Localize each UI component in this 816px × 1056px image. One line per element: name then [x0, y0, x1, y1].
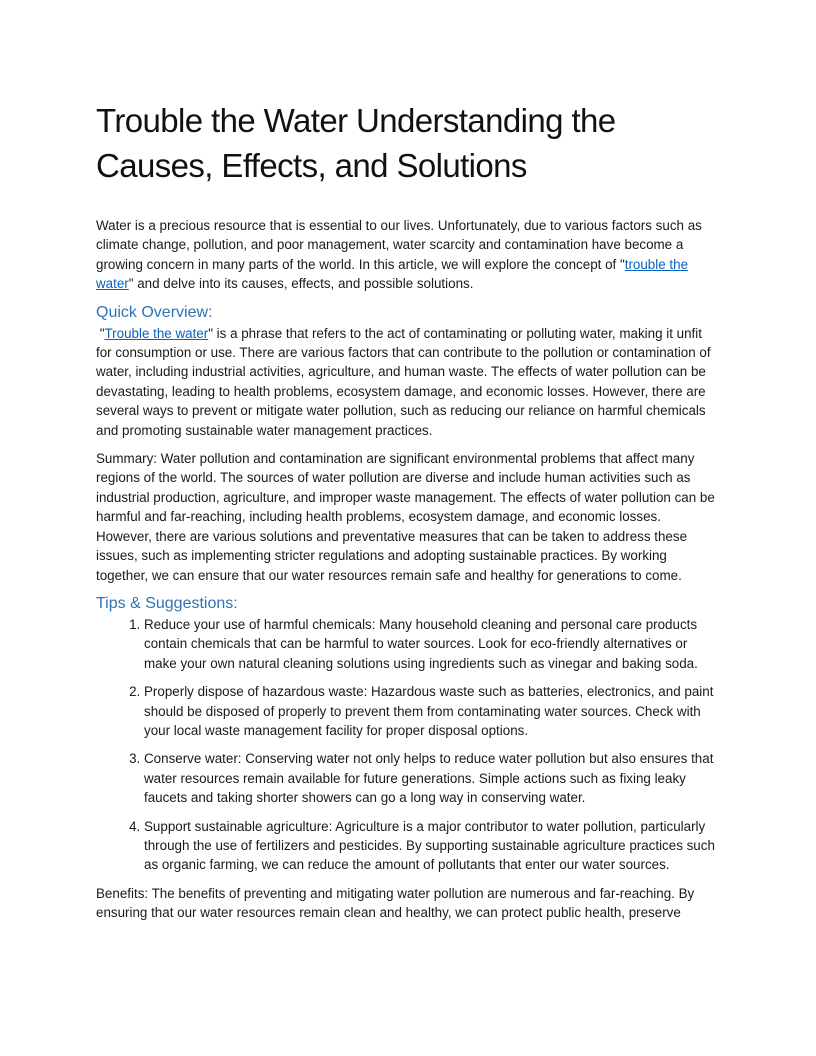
- intro-text-end: " and delve into its causes, effects, and possible solutions.: [128, 276, 474, 292]
- overview-text-start: ": [96, 325, 105, 341]
- quick-overview-heading: Quick Overview:: [96, 303, 213, 321]
- tips-heading: Tips & Suggestions:: [96, 594, 238, 612]
- benefits-paragraph: Benefits: The benefits of preventing and mitigating water pollution are numerous and far-reaching. By ensuring that our water resources remain clean and healthy, we can protect public health, preserve: [96, 885, 695, 921]
- overview-text-end: " is a phrase that refers to the act of contaminating or polluting water, making it unfit for consumption or use. There are various factors that can contribute to the pollution or contamination of water, including industrial activities, agriculture, and human waste. The effects of water pollution can be devastating, leading to health problems, ecosystem damage, and economic losses. However, there are several ways to prevent or mitigate water pollution, such as reducing our reliance on harmful chemicals and promoting sustainable water management practices.: [96, 325, 711, 438]
- quick-overview-paragraph: [96, 324, 720, 440]
- intro-text-start: Water is a precious resource that is essential to our lives. Unfortunately, due to various factors such as climate change, pollution, and poor management, water scarcity and contamination have become a growing concern in many parts of the world. In this article, we will explore the concept of ": [96, 218, 702, 272]
- summary-paragraph: Summary: Water pollution and contamination are significant environmental problems that affect many regions of the world. The sources of water pollution are diverse and include human activities such as industrial production, agriculture, and improper waste management. The effects of water pollution can be harmful and far-reaching, including health problems, ecosystem damage, and economic losses. However, there are various solutions and preventative measures that can be taken to address these issues, such as implementing stricter regulations and adopting sustainable practices. By working together, we can ensure that our water resources remain safe and healthy for generations to come.: [96, 451, 715, 583]
- list-item: 1. Reduce your use of harmful chemicals: Many household cleaning and personal care products contain chemicals that can be harmful to water sources. Look for eco-friendly alternatives or make your own natural cleaning solutions using ingredients such as vinegar and baking soda.: [144, 615, 720, 673]
- overview-trouble-the-water-link[interactable]: Trouble the water: [104, 325, 209, 341]
- document-page: [96, 98, 720, 923]
- intro-trouble-the-water-link[interactable]: trouble the water: [96, 256, 689, 292]
- list-item: 2. Properly dispose of hazardous waste: Hazardous waste such as batteries, electronics, and paint should be disposed of properly to prevent them from contaminating water sources. Check with your local waste management facility for proper disposal options.: [144, 682, 720, 740]
- list-item: 4. Support sustainable agriculture: Agriculture is a major contributor to water pollution, particularly through the use of fertilizers and pesticides. By supporting sustainable agriculture practices such as organic farming, we can reduce the amount of pollutants that enter our water sources.: [144, 817, 720, 875]
- page-title: Trouble the Water Understanding the Causes, Effects, and Solutions: [96, 102, 616, 184]
- intro-paragraph: [96, 216, 720, 294]
- tips-list: [96, 615, 720, 875]
- list-item: 3. Conserve water: Conserving water not only helps to reduce water pollution but also ensures that water resources remain available for future generations. Simple actions such as fixing leaky faucets and taking shorter showers can go a long way in conserving water.: [144, 749, 720, 807]
